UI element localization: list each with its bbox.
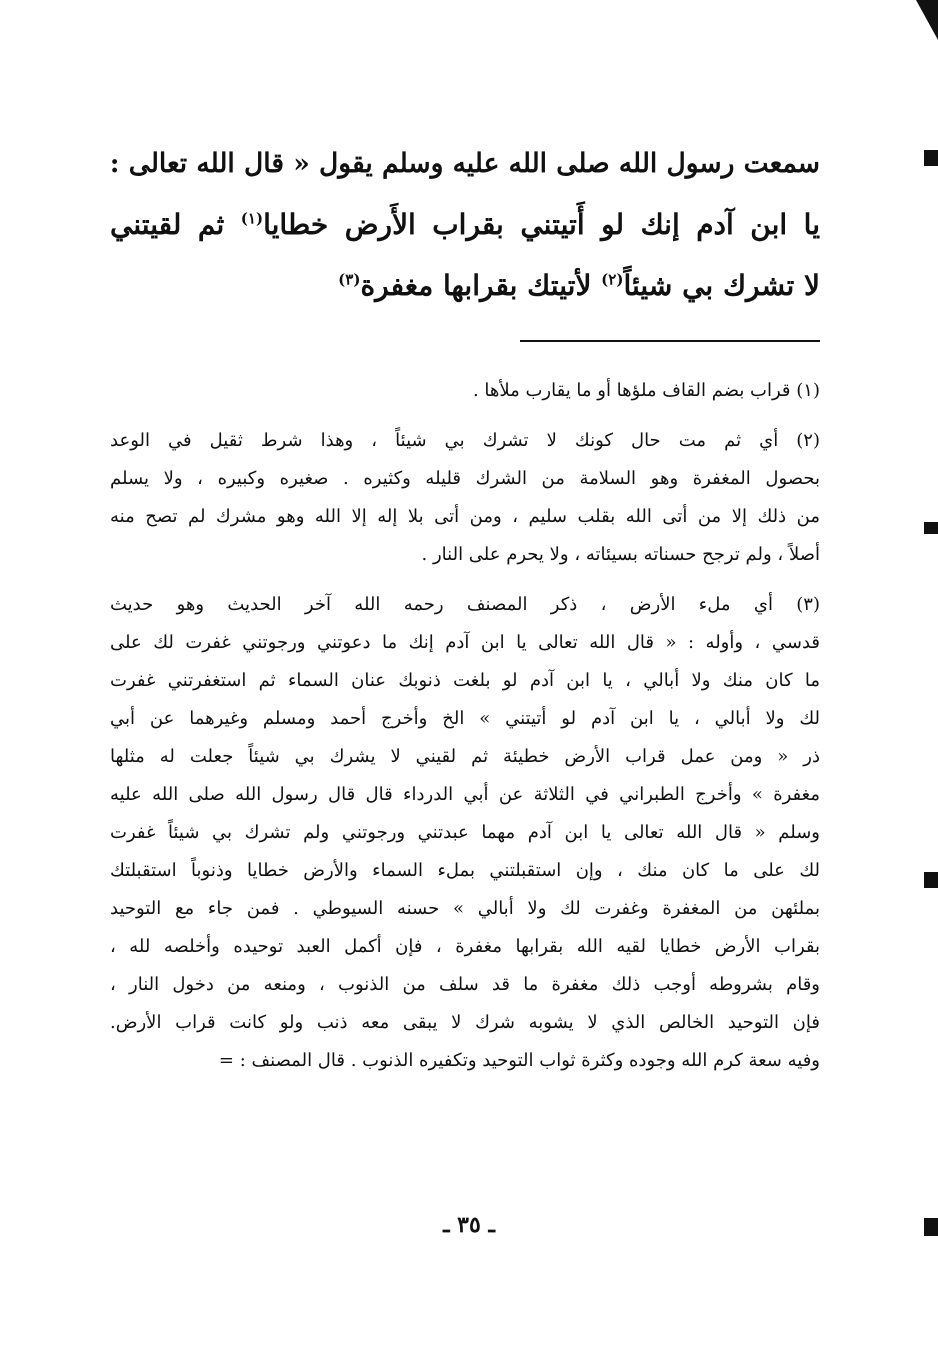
- footnote-ref: (٢): [601, 270, 624, 289]
- footnote-line: أصلاً ، ولم ترجح حسناته بسيئاته ، ولا يحرم على النار .: [421, 544, 820, 565]
- footnote-1: [110, 372, 820, 410]
- footnote-line: بقراب الأرض خطايا لقيه الله بقرابها مغفرة ، فإن أكمل العبد توحيده وأخلصه لله ،: [110, 936, 820, 957]
- footnote-line: ذر « ومن عمل قراب الأرض خطيئة ثم لقيني لا يشرك بي شيئاً جعلت له مثلها: [110, 746, 820, 767]
- footnote-line: (٢) أي ثم مت حال كونك لا تشرك بي شيئاً ، وهذا شرط ثقيل في الوعد: [110, 430, 820, 451]
- footnote-line: ما كان منك ولا أبالي ، يا ابن آدم لو بلغت ذنوبك عنان السماء ثم استغفرتني غفرت: [110, 670, 820, 691]
- edge-mark: [924, 522, 938, 534]
- edge-mark: [924, 872, 938, 888]
- footnote-line: وسلم « قال الله تعالى يا ابن آدم مهما عبدتني ورجوتني ولم تشرك بي شيئاً غفرت: [110, 822, 820, 843]
- hadith-line-text: ثم لقيتني: [110, 208, 225, 241]
- footnote-line: (٣) أي ملء الأرض ، ذكر المصنف رحمه الله آخر الحديث وهو حديث: [110, 594, 820, 615]
- footnotes: [110, 372, 820, 1092]
- hadith-line: [110, 194, 820, 255]
- footnote-2: [110, 422, 820, 574]
- hadith-line: [110, 255, 820, 316]
- edge-mark: [924, 150, 938, 166]
- footnote-divider: [520, 340, 820, 342]
- footnote-3: [110, 586, 820, 1080]
- hadith-line-text: لأتيتك بقرابها مغفرة: [360, 269, 592, 302]
- footnote-line: بملئهن من المغفرة وغفرت لك ولا أبالي » حسنه السيوطي . فمن جاء مع التوحيد: [110, 898, 820, 919]
- footnote-line: مغفرة » وأخرج الطبراني في الثلاثة عن أبي الدرداء قال قال رسول الله صلى الله عليه: [110, 784, 820, 805]
- footnote-ref: (١): [240, 209, 264, 228]
- hadith-line-text: لا تشرك بي شيئاً: [623, 269, 820, 302]
- page-number: ـ ٣٥ ـ: [443, 1212, 495, 1238]
- footnote-line: من ذلك إلا من أتى الله بقلب سليم ، ومن أتى بلا إله إلا الله وهو مشرك لم تصح منه: [110, 506, 820, 527]
- footnote-line: وقام بشروطه أوجب ذلك مغفرة ما قد سلف من الذنوب ، ومنعه من دخول النار ،: [110, 974, 820, 995]
- footnote-line: لك ولا أبالي ، يا ابن آدم لو أتيتني » الخ وأخرج أحمد ومسلم وغيرهما عن أبي: [110, 708, 820, 729]
- page-corner-mark: [916, 0, 938, 40]
- footnote-line: بحصول المغفرة وهو السلامة من الشرك قليله وكثيره . صغيره وكبيره ، ولا يسلم: [110, 468, 820, 489]
- hadith-text: [110, 133, 820, 316]
- footnote-line: لك على ما كان منك ، وإن استقبلتني بملء السماء والأرض خطايا وذنوباً استقبلتك: [110, 860, 820, 881]
- hadith-line-text: يا ابن آدم إنك لو أَتيتني بقراب الأَرض خطايا: [263, 208, 820, 241]
- footnote-line: وفيه سعة كرم الله وجوده وكثرة ثواب التوحيد وتكفيره الذنوب . قال المصنف : =: [218, 1050, 820, 1071]
- hadith-line: سمعت رسول الله صلى الله عليه وسلم يقول « قال الله تعالى :: [109, 148, 820, 179]
- footnote-ref: (٣): [338, 270, 361, 289]
- footnote-line: قدسي ، وأوله : « قال الله تعالى يا ابن آدم إنك ما دعوتني ورجوتني غفرت لك على: [110, 632, 820, 653]
- footnote-line: (١) قراب بضم القاف ملؤها أو ما يقارب ملأها .: [472, 380, 820, 401]
- footnote-line: فإن التوحيد الخالص الذي لا يشوبه شرك لا يبقى معه ذنب ولو كانت قراب الأرض.: [110, 1012, 820, 1033]
